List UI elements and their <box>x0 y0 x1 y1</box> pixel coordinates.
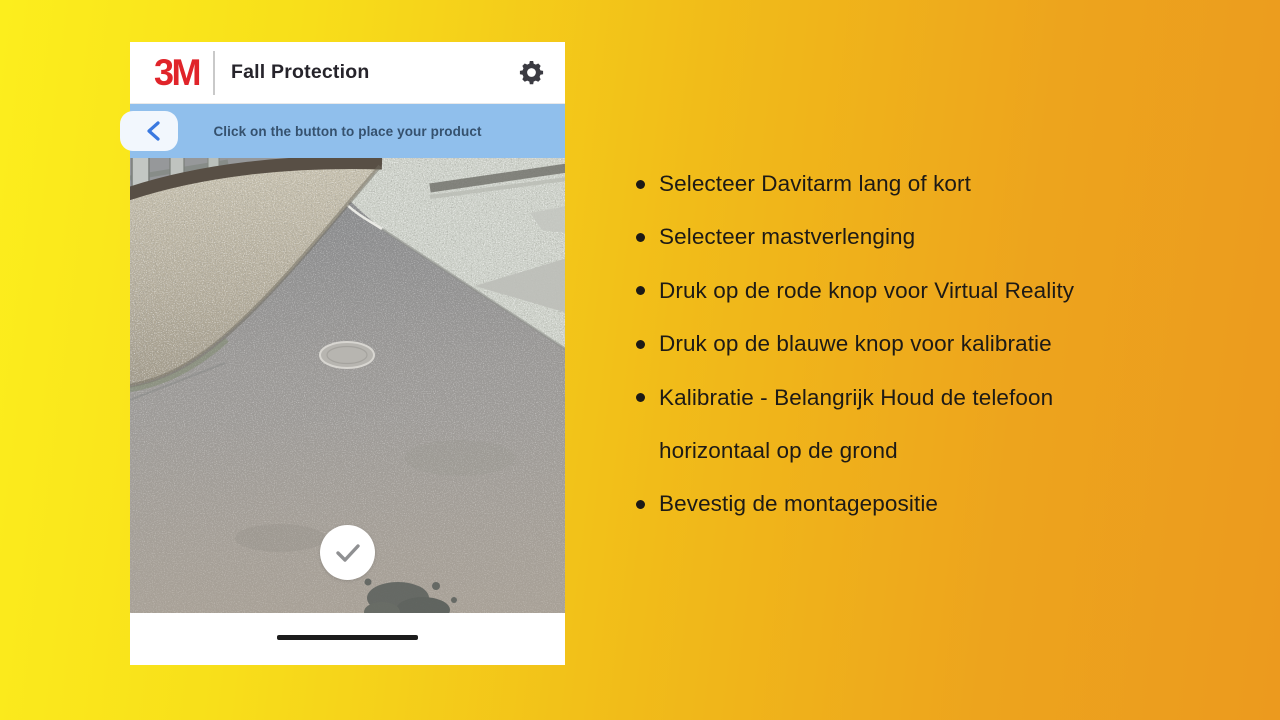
instruction-text: Kalibratie - Belangrijk Houd de telefoon horizontaal op de grond <box>659 384 1054 464</box>
list-item <box>636 157 1176 210</box>
chevron-left-icon <box>144 119 164 143</box>
manhole-cover <box>320 342 374 368</box>
list-item <box>636 317 1176 370</box>
instruction-text: Druk op de rode knop voor Virtual Reality <box>659 277 1075 303</box>
banner-text: Click on the button to place your product <box>213 123 482 139</box>
home-indicator[interactable] <box>277 635 418 640</box>
list-item <box>636 477 1176 530</box>
bullet-icon <box>636 286 645 295</box>
camera-view <box>130 158 565 613</box>
3m-logo: 3M <box>154 51 200 93</box>
phone-mockup <box>130 42 565 665</box>
checkmark-icon <box>320 525 375 580</box>
instruction-banner <box>130 104 565 158</box>
bullet-icon <box>636 180 645 189</box>
bullet-icon <box>636 393 645 402</box>
list-item <box>636 371 1176 478</box>
instruction-text: Bevestig de montagepositie <box>659 491 939 517</box>
bullet-icon <box>636 500 645 509</box>
settings-button[interactable] <box>517 59 545 87</box>
header-divider <box>213 51 215 95</box>
bullet-icon <box>636 233 645 242</box>
back-button[interactable] <box>120 111 178 151</box>
gear-icon <box>518 59 545 86</box>
list-item <box>636 264 1176 317</box>
app-title: Fall Protection <box>231 61 370 83</box>
confirm-button[interactable] <box>320 525 375 580</box>
bullet-icon <box>636 340 645 349</box>
app-header <box>130 42 565 104</box>
instruction-text: Selecteer Davitarm lang of kort <box>659 171 971 196</box>
list-item <box>636 210 1176 263</box>
instruction-text: Druk op de blauwe knop voor kalibratie <box>659 331 1052 357</box>
instruction-list <box>636 157 1176 531</box>
bottom-bar <box>130 613 565 665</box>
instruction-text: Selecteer mastverlenging <box>659 224 916 250</box>
